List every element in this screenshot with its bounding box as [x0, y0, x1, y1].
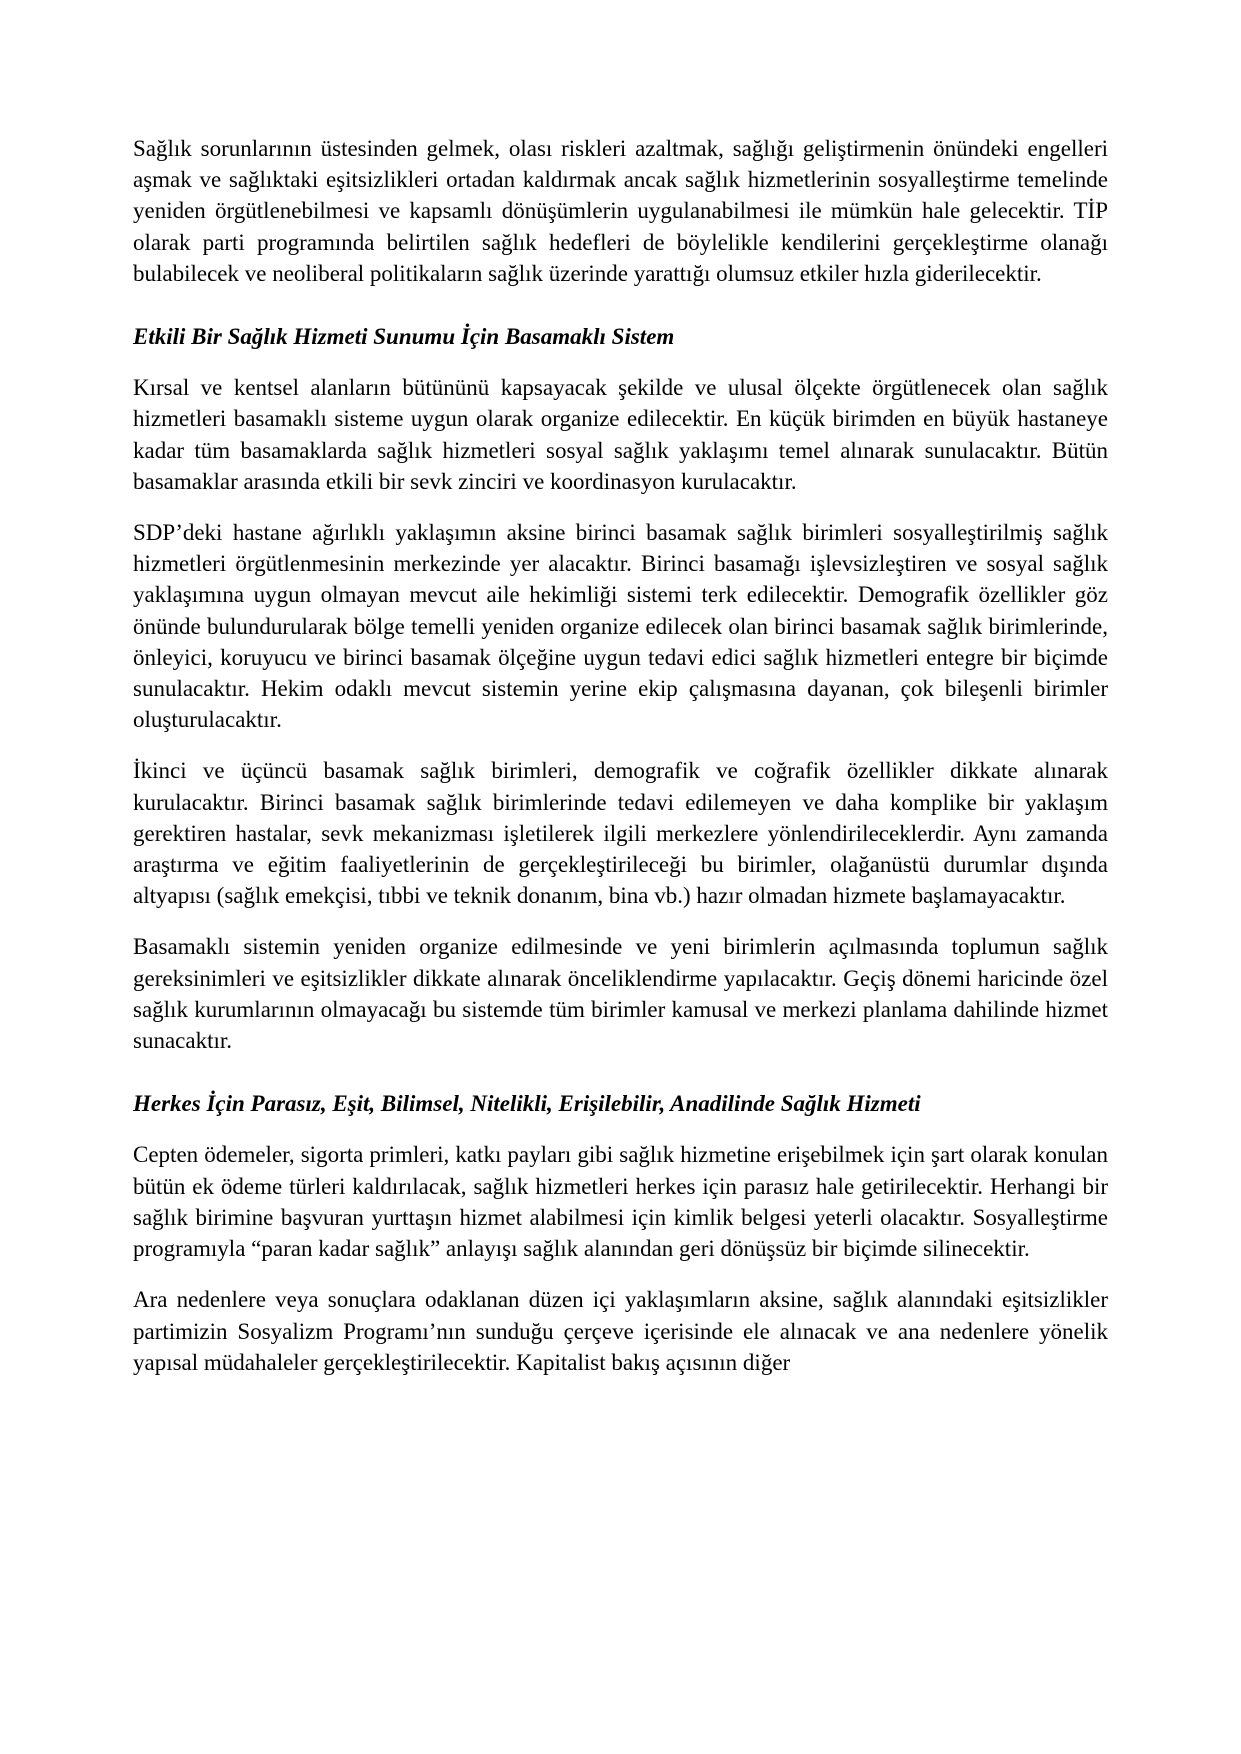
- section-heading-basamakli-sistem: Etkili Bir Sağlık Hizmeti Sunumu İçin Basamaklı Sistem: [133, 324, 675, 350]
- paragraph: İkinci ve üçüncü basamak sağlık birimleri, demografik ve coğrafik özellikler dikkate alınarak kurulacaktır. Birinci basamak sağlık birimlerinde tedavi edilemeyen ve daha komplike bir yaklaşım gerektiren hastalar, sevk mekanizması işletilerek ilgili merkezlere yönlendirileceklerdir. Aynı zamanda araştırma ve eğitim faaliyetlerinin de gerçekleştirileceği bu birimler, olağanüstü durumlar dışında altyapısı (sağlık emekçisi, tıbbi ve teknik donanım, bina vb.) hazır olmadan hizmete başlamayacaktır.: [133, 758, 1108, 909]
- paragraph: Ara nedenlere veya sonuçlara odaklanan düzen içi yaklaşımların aksine, sağlık alanındaki eşitsizlikler partimizin Sosyalizm Programı’nın sunduğu çerçeve içerisinde ele alınacak ve ana nedenlere yönelik yapısal müdahaleler gerçekleştirilecektir. Kapitalist bakış açısının diğer: [133, 1287, 1108, 1375]
- section-heading-herkes-icin-saglik: Herkes İçin Parasız, Eşit, Bilimsel, Nitelikli, Erişilebilir, Anadilinde Sağlık Hizmeti: [133, 1091, 921, 1117]
- paragraph: SDP’deki hastane ağırlıklı yaklaşımın aksine birinci basamak sağlık birimleri sosyalleştirilmiş sağlık hizmetleri örgütlenmesinin merkezinde yer alacaktır. Birinci basamağı işlevsizleştiren ve sosyal sağlık yaklaşımına uygun olmayan mevcut aile hekimliği sistemi terk edilecektir. Demografik özellikler göz önünde bulundurularak bölge temelli yeniden organize edilecek olan birinci basamak sağlık birimlerinde, önleyici, koruyucu ve birinci basamak ölçeğine uygun tedavi edici sağlık hizmetleri entegre bir biçimde sunulacaktır. Hekim odaklı mevcut sistemin yerine ekip çalışmasına dayanan, çok bileşenli birimler oluşturulacaktır.: [133, 520, 1108, 733]
- paragraph: Basamaklı sistemin yeniden organize edilmesinde ve yeni birimlerin açılmasında toplumun sağlık gereksinimleri ve eşitsizlikler dikkate alınarak önceliklendirme yapılacaktır. Geçiş dönemi haricinde özel sağlık kurumlarının olmayacağı bu sistemde tüm birimler kamusal ve merkezi planlama dahilinde hizmet sunacaktır.: [133, 934, 1108, 1054]
- paragraph: Cepten ödemeler, sigorta primleri, katkı payları gibi sağlık hizmetine erişebilmek için şart olarak konulan bütün ek ödeme türleri kaldırılacak, sağlık hizmetleri herkes için parasız hale getirilecektir. Herhangi bir sağlık birimine başvuran yurttaşın hizmet alabilmesi için kimlik belgesi yeterli olacaktır. Sosyalleştirme programıyla “paran kadar sağlık” anlayışı sağlık alanından geri dönüşsüz bir biçimde silinecektir.: [133, 1142, 1108, 1262]
- paragraph: Kırsal ve kentsel alanların bütününü kapsayacak şekilde ve ulusal ölçekte örgütlenecek olan sağlık hizmetleri basamaklı sisteme uygun olarak organize edilecektir. En küçük birimden en büyük hastaneye kadar tüm basamaklarda sağlık hizmetleri sosyal sağlık yaklaşımı temel alınarak sunulacaktır. Bütün basamaklar arasında etkili bir sevk zinciri ve koordinasyon kurulacaktır.: [133, 375, 1108, 494]
- document-text-block: [133, 133, 1108, 1398]
- paragraph: Sağlık sorunlarının üstesinden gelmek, olası riskleri azaltmak, sağlığı geliştirmenin önündeki engelleri aşmak ve sağlıktaki eşitsizlikleri ortadan kaldırmak ancak sağlık hizmetlerinin sosyalleştirme temelinde yeniden örgütlenebilmesi ve kapsamlı dönüşümlerin uygulanabilmesi ile mümkün hale gelecektir. TİP olarak parti programında belirtilen sağlık hedefleri de böylelikle kendilerini gerçekleştirme olanağı bulabilecek ve neoliberal politikaların sağlık üzerinde yarattığı olumsuz etkiler hızla giderilecektir.: [133, 136, 1108, 286]
